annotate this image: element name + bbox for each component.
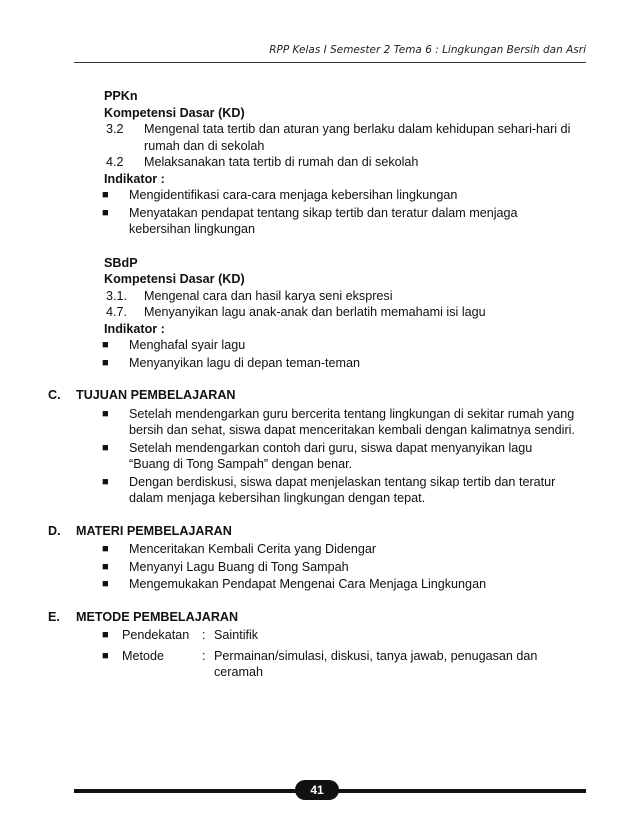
sbdp-kd-item — [76, 304, 576, 321]
materi-item — [76, 559, 576, 576]
page-body — [48, 88, 576, 683]
indikator-text: Mengidentifikasi cara-cara menjaga kebersihan lingkungan — [129, 188, 458, 202]
section-title: METODE PEMBELAJARAN — [76, 609, 239, 624]
bullet-square-icon: ■ — [102, 441, 109, 454]
ppkn-kd-heading: Kompetensi Dasar (KD) — [104, 105, 245, 120]
section-heading-metode — [48, 609, 576, 626]
section-title: MATERI PEMBELAJARAN — [76, 523, 232, 538]
materi-text: Menyanyi Lagu Buang di Tong Sampah — [129, 559, 349, 574]
bullet-square-icon: ■ — [102, 206, 109, 219]
ppkn-indikator-heading: Indikator : — [104, 171, 165, 186]
bullet-square-icon: ■ — [102, 475, 109, 488]
page-number-badge: 41 — [295, 780, 339, 800]
bullet-square-icon: ■ — [102, 407, 109, 420]
materi-item — [76, 576, 576, 593]
kd-number: 4.7. — [106, 305, 128, 319]
header-divider — [74, 62, 586, 63]
kd-text: Menyanyikan lagu anak-anak dan berlatih memahami isi lagu — [144, 305, 486, 319]
materi-item — [76, 541, 576, 558]
metode-colon: : — [202, 628, 206, 642]
tujuan-text: Dengan berdiskusi, siswa dapat menjelaskan tentang sikap tertib dan teratur dalam menjaga kebersihan lingkungan dengan tepat. — [129, 474, 556, 505]
kd-text: Melaksanakan tata tertib di rumah dan di sekolah — [144, 155, 419, 169]
section-letter: C. — [48, 388, 61, 402]
section-heading-materi — [48, 523, 576, 540]
sbdp-indikator-item — [76, 355, 576, 372]
materi-text: Menceritakan Kembali Cerita yang Didengar — [129, 542, 377, 556]
ppkn-indikator-item — [76, 205, 576, 238]
metode-row — [76, 648, 576, 681]
tujuan-text: Setelah mendengarkan contoh dari guru, siswa dapat menyanyikan lagu “Buang di Tong Sampah” dengan benar. — [129, 440, 533, 471]
kd-number: 3.1. — [106, 288, 128, 303]
kd-number: 3.2 — [106, 122, 124, 136]
ppkn-title: PPKn — [104, 89, 138, 103]
sbdp-kd-heading: Kompetensi Dasar (KD) — [104, 272, 245, 286]
bullet-square-icon: ■ — [102, 629, 109, 641]
bullet-square-icon: ■ — [102, 649, 109, 662]
bullet-square-icon: ■ — [102, 356, 109, 369]
materi-text: Mengemukakan Pendapat Mengenai Cara Menjaga Lingkungan — [129, 577, 487, 591]
bullet-square-icon: ■ — [102, 189, 109, 201]
bullet-square-icon: ■ — [102, 578, 109, 590]
ppkn-kd-item — [76, 121, 576, 154]
tujuan-item — [76, 406, 576, 439]
indikator-text: Menyatakan pendapat tentang sikap tertib dan teratur dalam menjaga kebersihan lingkungan — [129, 205, 518, 236]
section-title: TUJUAN PEMBELAJARAN — [76, 388, 236, 402]
bullet-square-icon: ■ — [102, 560, 109, 573]
running-header: RPP Kelas I Semester 2 Tema 6 : Lingkungan Bersih dan Asri — [269, 44, 586, 56]
bullet-square-icon: ■ — [102, 543, 109, 555]
metode-colon: : — [202, 648, 206, 663]
metode-row — [76, 627, 576, 644]
ppkn-indikator-item — [76, 187, 576, 204]
tujuan-text: Setelah mendengarkan guru bercerita tentang lingkungan di sekitar rumah yang bersih dan sehat, siswa dapat menceritakan kembali dengan kalimatnya sendiri. — [129, 406, 575, 437]
metode-value: Permainan/simulasi, diskusi, tanya jawab, penugasan dan ceramah — [214, 648, 538, 679]
sbdp-indikator-item — [76, 337, 576, 354]
kd-text: Mengenal cara dan hasil karya seni ekspresi — [144, 288, 393, 303]
bullet-square-icon: ■ — [102, 339, 109, 351]
sbdp-kd-item — [76, 288, 576, 305]
kd-text: Mengenal tata tertib dan aturan yang berlaku dalam kehidupan sehari-hari di rumah dan di sekolah — [144, 122, 571, 153]
sbdp-title: SBdP — [104, 255, 138, 270]
sbdp-block — [76, 255, 576, 288]
section-letter: E. — [48, 609, 60, 624]
tujuan-item — [76, 474, 576, 507]
indikator-text: Menghafal syair lagu — [129, 338, 246, 352]
metode-value: Saintifik — [214, 628, 259, 642]
metode-label: Pendekatan — [122, 628, 190, 642]
ppkn-kd-item — [76, 154, 576, 171]
sbdp-indikator-heading: Indikator : — [104, 321, 165, 336]
ppkn-block — [76, 88, 576, 121]
section-letter: D. — [48, 523, 61, 538]
section-heading-tujuan — [48, 387, 576, 404]
metode-label: Metode — [122, 648, 165, 663]
kd-number: 4.2 — [106, 155, 124, 169]
tujuan-item — [76, 440, 576, 473]
indikator-text: Menyanyikan lagu di depan teman-teman — [129, 355, 361, 370]
